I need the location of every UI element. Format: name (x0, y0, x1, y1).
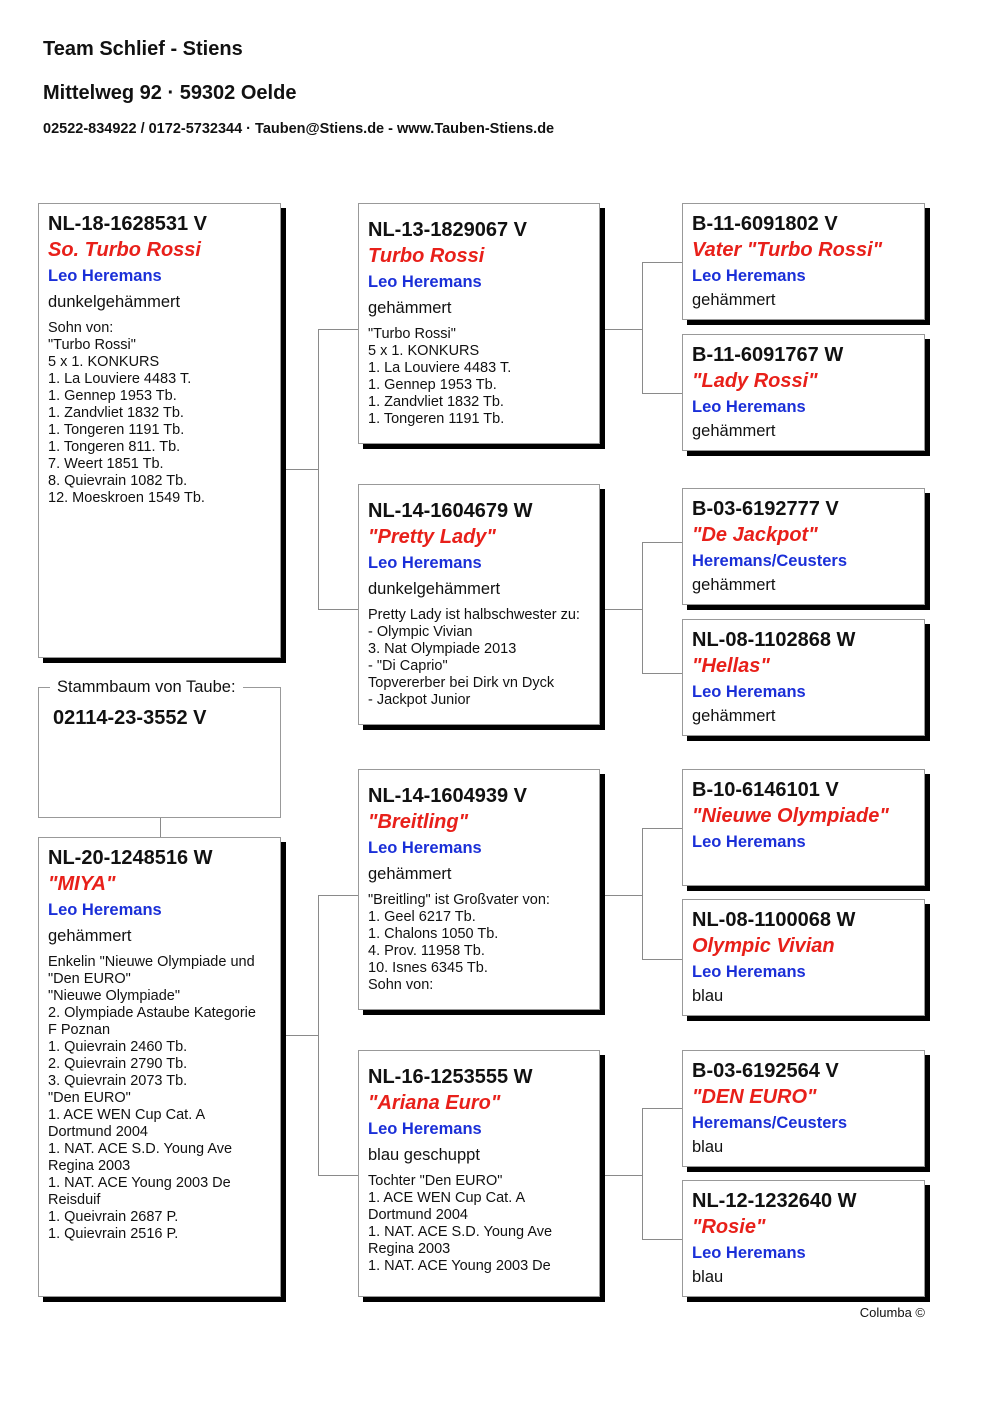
ring-number: NL-13-1829067 V (368, 219, 527, 241)
connector-line (603, 329, 643, 330)
ring-number: NL-08-1100068 W (692, 909, 856, 931)
breeder-name: Leo Heremans (48, 267, 162, 285)
subject-legend: Stammbaum von Taube: (50, 677, 243, 697)
note-line: 1. Quievrain 2516 P. (48, 1226, 179, 1242)
note-line: Regina 2003 (48, 1158, 131, 1174)
note-line: F Poznan (48, 1022, 111, 1038)
copyright-footer: Columba © (859, 1305, 925, 1320)
breeder-name: Leo Heremans (692, 963, 806, 981)
note-line: 3. Nat Olympiade 2013 (368, 641, 517, 657)
plumage-color: gehämmert (692, 576, 776, 594)
connector-line (642, 542, 643, 674)
plumage-color: blau (692, 1138, 724, 1156)
ring-number: NL-14-1604939 V (368, 785, 527, 807)
pigeon-name: "Pretty Lady" (368, 526, 496, 548)
note-line: Dortmund 2004 (48, 1124, 148, 1140)
pedigree-notes (368, 607, 590, 709)
ring-number: B-03-6192564 V (692, 1060, 839, 1082)
pigeon-name: "Lady Rossi" (692, 370, 818, 392)
note-line: 1. Zandvliet 1832 Tb. (48, 405, 184, 421)
connector-line (642, 828, 643, 960)
pigeon-name: "DEN EURO" (692, 1086, 817, 1108)
note-line: 10. Isnes 6345 Tb. (368, 960, 488, 976)
plumage-color: gehämmert (692, 422, 776, 440)
connector-line (642, 959, 682, 960)
connector-line (603, 609, 643, 610)
pedigree-notes (368, 326, 590, 428)
pigeon-card-mmf (682, 1050, 925, 1167)
note-line: - Olympic Vivian (368, 624, 473, 640)
plumage-color: gehämmert (692, 291, 776, 309)
note-line: Dortmund 2004 (368, 1207, 468, 1223)
ring-number: B-11-6091802 V (692, 213, 838, 235)
pedigree-notes (48, 320, 271, 507)
note-line: 1. Tongeren 811. Tb. (48, 439, 181, 455)
note-line: - Jackpot Junior (368, 692, 471, 708)
pigeon-name: So. Turbo Rossi (48, 239, 201, 261)
pigeon-name: "Breitling" (368, 811, 469, 833)
connector-line (642, 673, 682, 674)
pigeon-name: "Rosie" (692, 1216, 766, 1238)
breeder-name: Heremans/Ceusters (692, 552, 847, 570)
note-line: 1. NAT. ACE S.D. Young Ave (48, 1141, 233, 1157)
connector-line (603, 1175, 643, 1176)
breeder-name: Leo Heremans (368, 273, 482, 291)
plumage-color: gehämmert (368, 299, 452, 317)
pigeon-name: Vater "Turbo Rossi" (692, 239, 883, 261)
breeder-name: Leo Heremans (368, 839, 482, 857)
note-line: "Turbo Rossi" (48, 337, 136, 353)
connector-line (642, 1239, 682, 1240)
plumage-color: dunkelgehämmert (368, 580, 501, 598)
note-line: 1. Tongeren 1191 Tb. (48, 422, 185, 438)
connector-line (285, 1035, 319, 1036)
connector-line (642, 828, 682, 829)
note-line: 1. Tongeren 1191 Tb. (368, 411, 505, 427)
pigeon-card-fmm (682, 619, 925, 736)
pigeon-card-mother-father (358, 769, 600, 1010)
breeder-name: Leo Heremans (692, 833, 806, 851)
ring-number: B-10-6146101 V (692, 779, 839, 801)
pigeon-card-ffm (682, 334, 925, 451)
note-line: 4. Prov. 11958 Tb. (368, 943, 485, 959)
connector-line (318, 895, 359, 896)
note-line: "Breitling" ist Großvater von: (368, 892, 550, 908)
note-line: 1. NAT. ACE S.D. Young Ave (368, 1224, 553, 1240)
note-line: Regina 2003 (368, 1241, 451, 1257)
note-line: "Den EURO" (48, 1090, 131, 1106)
note-line: 1. ACE WEN Cup Cat. A (48, 1107, 206, 1123)
pigeon-card-mother-mother (358, 1050, 600, 1297)
pigeon-card-father (38, 203, 281, 658)
note-line: "Turbo Rossi" (368, 326, 456, 342)
plumage-color: gehämmert (368, 865, 452, 883)
pedigree-notes (368, 1173, 590, 1275)
pigeon-card-fmf (682, 488, 925, 605)
connector-line (642, 542, 682, 543)
ring-number: NL-08-1102868 W (692, 629, 856, 651)
ring-number: NL-12-1232640 W (692, 1190, 857, 1212)
pigeon-name: "Nieuwe Olympiade" (692, 805, 889, 827)
pigeon-name: "Ariana Euro" (368, 1092, 501, 1114)
note-line: 1. NAT. ACE Young 2003 De (368, 1258, 551, 1274)
note-line: "Den EURO" (48, 971, 131, 987)
plumage-color: blau (692, 1268, 724, 1286)
note-line: Tochter "Den EURO" (368, 1173, 503, 1189)
contact-line: 02522-834922 / 0172-5732344 · Tauben@Stiens.de - www.Tauben-Stiens.de (43, 121, 555, 137)
note-line: 7. Weert 1851 Tb. (48, 456, 164, 472)
connector-line (318, 329, 359, 330)
note-line: 2. Olympiade Astaube Kategorie (48, 1005, 256, 1021)
ring-number: NL-20-1248516 W (48, 847, 213, 869)
note-line: 1. ACE WEN Cup Cat. A (368, 1190, 526, 1206)
note-line: 1. Queivrain 2687 P. (48, 1209, 179, 1225)
connector-line (642, 393, 682, 394)
breeder-name: Heremans/Ceusters (692, 1114, 847, 1132)
connector-line (642, 262, 682, 263)
pigeon-card-father-father (358, 203, 600, 444)
note-line: 1. Gennep 1953 Tb. (48, 388, 177, 404)
note-line: 1. La Louviere 4483 T. (368, 360, 512, 376)
breeder-name: Leo Heremans (368, 554, 482, 572)
breeder-name: Leo Heremans (692, 1244, 806, 1262)
pigeon-card-father-mother (358, 484, 600, 725)
note-line: Reisduif (48, 1192, 101, 1208)
plumage-color: gehämmert (48, 927, 132, 945)
breeder-name: Leo Heremans (692, 398, 806, 416)
plumage-color: dunkelgehämmert (48, 293, 181, 311)
plumage-color: blau geschuppt (368, 1146, 480, 1164)
pigeon-card-mother (38, 837, 281, 1297)
note-line: 1. NAT. ACE Young 2003 De (48, 1175, 231, 1191)
note-line: Enkelin "Nieuwe Olympiade und (48, 954, 255, 970)
connector-line (160, 818, 161, 838)
note-line: 1. Geel 6217 Tb. (368, 909, 476, 925)
pigeon-card-mmm (682, 1180, 925, 1297)
ring-number: NL-18-1628531 V (48, 213, 207, 235)
note-line: 1. Chalons 1050 Tb. (368, 926, 499, 942)
pigeon-card-fff (682, 203, 925, 320)
pigeon-name: "De Jackpot" (692, 524, 818, 546)
note-line: Pretty Lady ist halbschwester zu: (368, 607, 580, 623)
ring-number: NL-16-1253555 W (368, 1066, 533, 1088)
pigeon-card-mff (682, 769, 925, 886)
connector-line (285, 469, 319, 470)
pigeon-name: Turbo Rossi (368, 245, 485, 267)
note-line: Topvererber bei Dirk vn Dyck (368, 675, 555, 691)
note-line: 5 x 1. KONKURS (48, 354, 160, 370)
breeder-name: Leo Heremans (368, 1120, 482, 1138)
breeder-name: Leo Heremans (48, 901, 162, 919)
note-line: 1. Quievrain 2460 Tb. (48, 1039, 188, 1055)
note-line: 1. Zandvliet 1832 Tb. (368, 394, 504, 410)
plumage-color: gehämmert (692, 707, 776, 725)
note-line: Sohn von: (368, 977, 434, 993)
pigeon-name: "Hellas" (692, 655, 770, 677)
connector-line (318, 1175, 359, 1176)
note-line: 5 x 1. KONKURS (368, 343, 480, 359)
breeder-name: Leo Heremans (692, 267, 806, 285)
connector-line (642, 1108, 643, 1240)
note-line: 1. La Louviere 4483 T. (48, 371, 192, 387)
connector-line (642, 262, 643, 394)
pedigree-notes (368, 892, 590, 994)
address: Mittelweg 92 · 59302 Oelde (43, 82, 297, 104)
note-line: 12. Moeskroen 1549 Tb. (48, 490, 205, 506)
connector-line (318, 609, 359, 610)
breeder-name: Leo Heremans (692, 683, 806, 701)
connector-line (642, 1108, 682, 1109)
ring-number: NL-14-1604679 W (368, 500, 533, 522)
note-line: 2. Quievrain 2790 Tb. (48, 1056, 188, 1072)
note-line: Sohn von: (48, 320, 114, 336)
note-line: - "Di Caprio" (368, 658, 448, 674)
note-line: 3. Quievrain 2073 Tb. (48, 1073, 188, 1089)
pigeon-name: Olympic Vivian (692, 935, 835, 957)
note-line: 8. Quievrain 1082 Tb. (48, 473, 188, 489)
team-name: Team Schlief - Stiens (43, 38, 243, 60)
ring-number: B-11-6091767 W (692, 344, 844, 366)
connector-line (603, 895, 643, 896)
pigeon-card-mfm (682, 899, 925, 1016)
pigeon-name: "MIYA" (48, 873, 116, 895)
ring-number: B-03-6192777 V (692, 498, 839, 520)
note-line: "Nieuwe Olympiade" (48, 988, 180, 1004)
pedigree-notes (48, 954, 271, 1243)
note-line: 1. Gennep 1953 Tb. (368, 377, 497, 393)
subject-ring-number: 02114-23-3552 V (53, 707, 207, 729)
plumage-color: blau (692, 987, 724, 1005)
